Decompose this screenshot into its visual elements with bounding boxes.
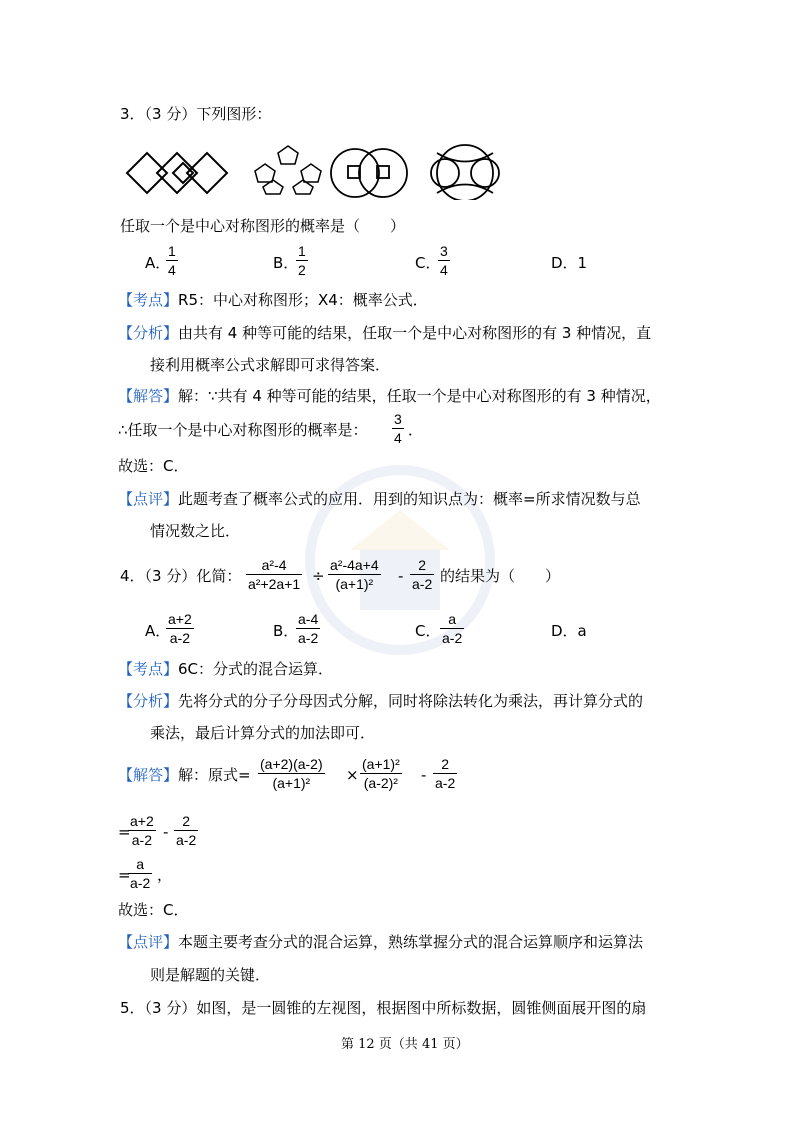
- q3-option-c-label: C．: [415, 254, 441, 272]
- q4-option-b-label: B．: [273, 622, 299, 640]
- q4-fraction-3: $\frac{2}{a-2}$: [412, 557, 433, 592]
- figure-circle-arcs: [431, 145, 499, 200]
- q3-figures: [125, 140, 505, 200]
- q4-result-comma: ，: [157, 866, 173, 884]
- q4-option-d: D．a: [551, 622, 587, 640]
- q4-kaodian-tag: 【考点】: [118, 660, 179, 678]
- q3-option-c-fraction: $\frac{3}{4}$: [440, 243, 448, 278]
- q4-dianping-tag: 【点评】: [118, 933, 179, 951]
- q4-stem-tail: 的结果为（ ）: [440, 567, 561, 585]
- q4-choice: 故选：C．: [118, 901, 189, 919]
- q4-step1-fraction-1: $\frac{(a+2)(a-2)}{\text{(a+1)²}}$: [260, 756, 323, 791]
- q3-answer-period: ．: [408, 421, 424, 439]
- q3-kaodian: R5：中心对称图形；X4：概率公式．: [178, 291, 428, 309]
- q4-minus-sign: -: [398, 567, 404, 585]
- q3-fenxi-line2: 接利用概率公式求解即可求得答案．: [150, 356, 391, 374]
- q3-jieda-tag: 【解答】: [118, 387, 179, 405]
- q4-step1-minus: -: [421, 766, 427, 784]
- q3-option-d: D．1: [551, 254, 588, 272]
- q4-dianping-line2: 则是解题的关键．: [150, 966, 271, 984]
- figure-pentagons: [255, 146, 321, 194]
- q3-answer-fraction: $\frac{3}{4}$: [394, 411, 402, 446]
- q5-title: 5．（3 分）如图，是一圆锥的左视图，根据图中所标数据，圆锥侧面展开图的扇: [120, 999, 647, 1017]
- q3-title: 3．（3 分）下列图形：: [120, 105, 272, 123]
- q3-stem: 任取一个是中心对称图形的概率是（ ）: [120, 217, 406, 235]
- q3-dianping-tag: 【点评】: [118, 490, 179, 508]
- q4-step2-equals: =: [118, 823, 131, 841]
- figure-two-circles: [331, 149, 407, 197]
- q4-result-fraction: $\frac{a}{a-2}$: [130, 856, 151, 891]
- q4-title: 4．（3 分）化简：: [120, 567, 242, 585]
- q4-option-a-fraction: $\frac{a+2}{a-2}$: [168, 611, 192, 646]
- q4-option-c-fraction: $\frac{a}{a-2}$: [442, 611, 463, 646]
- q4-fenxi-line1: 先将分式的分子分母因式分解，同时将除法转化为乘法，再计算分式的: [178, 692, 644, 710]
- q4-step2-fraction-1: $\frac{a+2}{a-2}$: [130, 813, 154, 848]
- q4-dianping-line1: 本题主要考查分式的混合运算，熟练掌握分式的混合运算顺序和运算法: [178, 933, 644, 951]
- q4-option-c-label: C．: [415, 622, 441, 640]
- q4-step2-fraction-2: $\frac{2}{a-2}$: [176, 813, 197, 848]
- q3-option-a-fraction: $\frac{1}{4}$: [168, 243, 176, 278]
- q3-choice: 故选：C．: [118, 457, 189, 475]
- q4-step3-equals: =: [118, 866, 131, 884]
- q4-step2-minus: -: [163, 823, 169, 841]
- q3-fenxi-line1: 由共有 4 种等可能的结果，任取一个是中心对称图形的有 3 种情况，直: [178, 324, 652, 342]
- q4-fraction-1: $\frac{\text{a²-4}}{\text{a²+2a+1}}$: [248, 557, 301, 592]
- q4-kaodian: 6C：分式的混合运算．: [178, 660, 334, 678]
- q3-dianping-line1: 此题考查了概率公式的应用．用到的知识点为：概率=所求情况数与总: [178, 490, 641, 508]
- q3-jieda-line1: 解：∵共有 4 种等可能的结果，任取一个是中心对称图形的有 3 种情况，: [178, 387, 661, 405]
- q4-step1-fraction-3: $\frac{2}{a-2}$: [435, 756, 456, 791]
- q3-option-b-fraction: $\frac{1}{2}$: [298, 243, 306, 278]
- page-footer: 第 12 页（共 41 页）: [341, 1037, 469, 1052]
- q4-option-a-label: A．: [145, 622, 171, 640]
- q3-jieda-line2: ∴任取一个是中心对称图形的概率是：: [118, 421, 368, 439]
- figure-diamonds: [127, 153, 227, 193]
- q4-jieda-lead: 解：原式=: [178, 766, 251, 784]
- q4-times-sign: ×: [346, 766, 359, 784]
- q4-jieda-tag: 【解答】: [118, 766, 179, 784]
- q3-dianping-line2: 情况数之比．: [150, 522, 241, 540]
- q3-option-b-label: B．: [273, 254, 299, 272]
- q4-divide-sign: ÷: [312, 567, 325, 585]
- q3-option-a-label: A．: [145, 254, 171, 272]
- q4-fenxi-line2: 乘法，最后计算分式的加法即可．: [150, 724, 376, 742]
- q4-step1-fraction-2: $\frac{\text{(a+1)²}}{\text{(a-2)²}}$: [362, 756, 400, 791]
- q3-fenxi-tag: 【分析】: [118, 324, 179, 342]
- q4-fraction-2: $\frac{\text{a²-4a+4}}{\text{(a+1)²}}$: [330, 557, 379, 592]
- q4-fenxi-tag: 【分析】: [118, 692, 179, 710]
- q4-option-b-fraction: $\frac{a-4}{a-2}$: [298, 611, 319, 646]
- q3-kaodian-tag: 【考点】: [118, 291, 179, 309]
